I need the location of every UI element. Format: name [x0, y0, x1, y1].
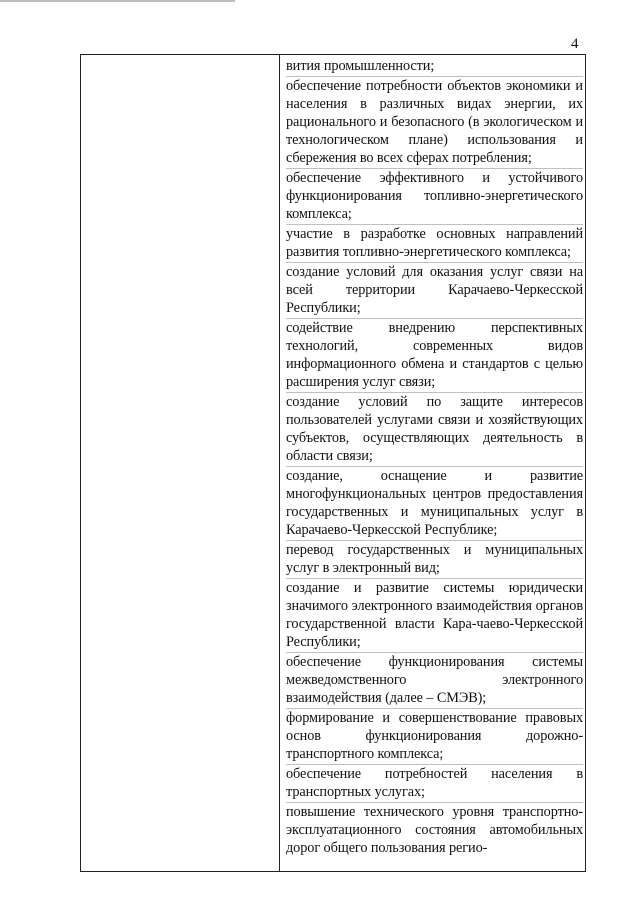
paragraph: вития промышленности; [286, 57, 583, 77]
paragraph: создание и развитие системы юридически значимого электронного взаимодействия органов государственной власти Кара-чаево-Черкесской Республики; [286, 579, 583, 653]
document-table [80, 54, 586, 872]
paragraph: участие в разработке основных направлений развития топливно-энергетического комплекса; [286, 225, 583, 263]
right-column [286, 57, 583, 858]
paragraph: обеспечение эффективного и устойчивого функционирования топливно-энергетического комплекса; [286, 169, 583, 225]
paragraph: обеспечение функционирования системы межведомственного электронного взаимодействия (далее – СМЭВ); [286, 653, 583, 709]
paragraph: обеспечение потребностей населения в транспортных услугах; [286, 765, 583, 803]
page-number: 4 [571, 36, 579, 52]
paragraph: формирование и совершенствование правовых основ функционирования дорожно-транспортного комплекса; [286, 709, 583, 765]
paragraph: перевод государственных и муниципальных услуг в электронный вид; [286, 541, 583, 579]
paragraph: обеспечение потребности объектов экономики и населения в различных видах энергии, их рационального и безопасного (в экологическом и технологическом плане) использования и сбережения во всех сферах потребления; [286, 77, 583, 169]
column-divider [279, 55, 280, 871]
paragraph: создание условий по защите интересов пользователей услугами связи и хозяйствующих субъектов, осуществляющих деятельность в области связи; [286, 393, 583, 467]
paragraph: содействие внедрению перспективных технологий, современных видов информационного обмена и стандартов с целью расширения услуг связи; [286, 319, 583, 393]
paragraph: повышение технического уровня транспортно-эксплуатационного состояния автомобильных дорог общего пользования регио- [286, 804, 583, 856]
paragraph: создание условий для оказания услуг связи на всей территории Карачаево-Черкесской Республики; [286, 263, 583, 319]
paragraph: создание, оснащение и развитие многофункциональных центров предоставления государственных и муниципальных услуг в Карачаево-Черкесской Республике; [286, 467, 583, 541]
top-rule [0, 0, 235, 2]
